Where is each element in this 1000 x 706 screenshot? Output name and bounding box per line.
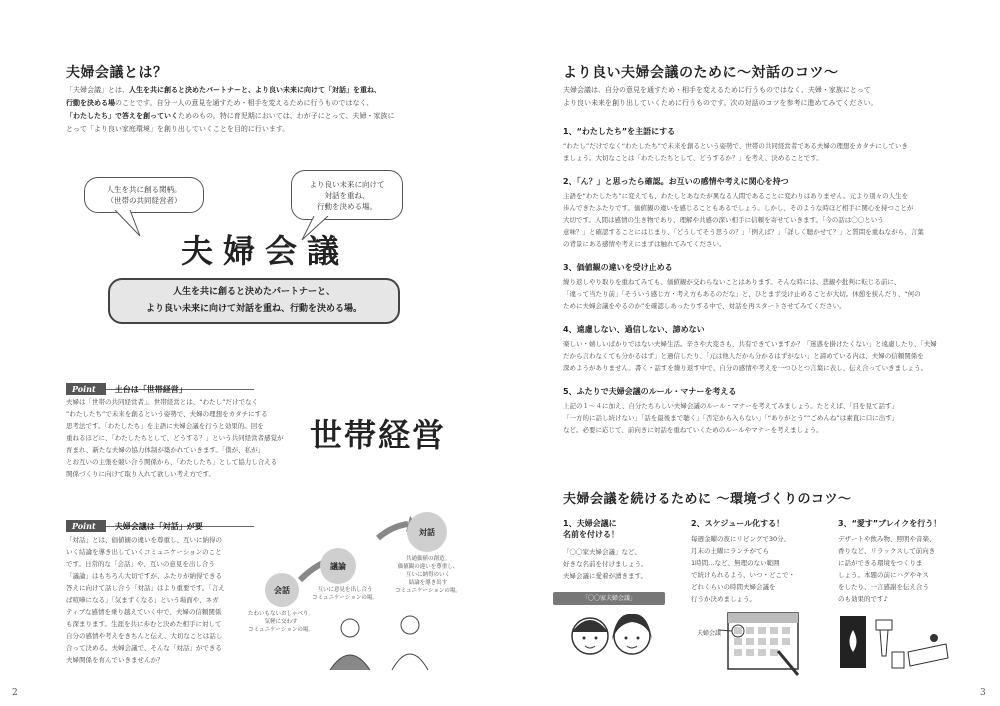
dialogue-tip-body: “わたし”だけでなく“わたしたち”で未来を創るという姿勢で、世帯の共同経営者である夫婦の理想をカタチにしていき ましょう。大切なことは「わたしたちとして、どうするか？」を考え、決めることです。 [563, 142, 908, 162]
dialogue-tips-list [563, 126, 953, 436]
caption-taiwa: 共通価値の創造。 価値観の違いを尊重し、 互いに納得のいく 結論を導き出す コミュニケーションの場。 [395, 556, 461, 594]
dialogue-tip-heading: 5、ふたりで夫婦会議のルール・マナーを考える [563, 387, 737, 396]
page-number-right: 3 [980, 688, 986, 698]
point2-body: 「対話」とは、価値観の違いを尊重し、互いに納得の いく結論を導き出していくコミュニケーションのこと です。日常的な「会話」や、互いの意見を出し合う 「議論」はもちろん大切ですが、ふたりが納得できる 答えに向けて話し合う「対話」はより重要です。「言え ば喧嘩になる」「気まずくなる」という場面や、ネガ ティブな感情を乗り越えていく中で、夫婦の信頼関係 も深まります。生涯を共に歩むと決めた相手に対して 自分の感情や考えをきちんと伝え、大切なことは話し 合って決める。夫婦会議で、そんな「対話」ができる 夫婦関係を育んでいきませんか？ [66, 536, 225, 664]
left-page-title: 夫婦会議とは？ [66, 65, 168, 81]
dialogue-tip-body: 繰り返しやり取りを重ねてみても、価値観が交わらないことはあります。そんな時には、悲観や批判に転じる前に、 「違って当たり前」「そういう感じ方・考え方もあるのだな」と、ひとまず受け止めることが大切。休憩を挟んだり、“何の ために夫婦会議をやるのか”を確認しあったりする中で、対話を再スタートさせてみてください。 [563, 278, 921, 310]
bubble-future-dialogue: より良い未来に向けて 対話を重ね、 行動を決める場。 [291, 170, 403, 220]
bubble1-tail [110, 210, 150, 240]
calendar-illustration [718, 605, 808, 677]
caption-giron: 互いに意見を出し合う コミュニケーションの場。 [312, 587, 378, 601]
bubble-life-partner: 人生を共に創る関柄。 （世帯の共同経営者） [84, 177, 204, 213]
intro-emphasis: 「わたしたち」で答えを創っていく [66, 112, 178, 120]
env-tip3-body: デザートや飲み物、照明や音楽、 香りなど、リラックスして前向き に話ができる環境をつくりま しょう。本題の前にハグやキス をしたり、一言感謝を伝え合う のも効果的です♪ [838, 535, 936, 603]
main-definition-box: 人生を共に創ると決めたパートナーと、 より良い未来に向けて対話を重ね、行動を決める場。 [108, 278, 400, 324]
intro-emphasis: 行動を決める場 [66, 99, 115, 107]
right-page-title: より良い夫婦会議のために～対話のコツ～ [563, 65, 839, 81]
dialogue-tip-heading: 4、遠慮しない、過信しない、諦めない [563, 325, 705, 334]
relax-illustration [836, 608, 956, 676]
left-intro-line [66, 123, 466, 136]
point2-tag: Point [66, 520, 106, 532]
left-intro-line [66, 84, 466, 97]
dialogue-tip-body: 主語を“わたしたち”に変えても、わたしとあなたが異なる人間であることに変わりはありません。元より別々の人生を 歩んできたふたりです。価値観の違いを感じることもあるでしょう。しかし、そのような時ほど相手に関心を持つことが 大切です。人間は感情の生き物であり、理解や共感の深い相手に信頼を寄せていきます。「今の話は〇〇という 意味？」と確認することにはじまり、「どうしてそう思うの？」「例えば？」「詳しく聴かせて？」と質問を重ねながら、言葉 の背景にある感情や考えにまずは触れてみてください。 [563, 192, 924, 248]
env-tip3-heading: 3、“愛す”ブレイクを行う！ [838, 519, 942, 528]
setai-keiei-logo: 世帯経営 [310, 416, 447, 454]
dialogue-tip-heading: 2、「ん？」と思ったら確認。お互いの感情や考えに関心を持つ [563, 177, 789, 186]
point2-header [66, 514, 254, 531]
env-tip2-body: 毎週金曜の夜にリビングで30分、 月末の土曜にランチがてら 1時間…など、無理のない範囲 で続けられるよう、いつ・どこで・ どれくらいの時間夫婦会議を 行うか決めましょう。 [691, 535, 795, 603]
circle-taiwa: 対話 [407, 512, 447, 552]
environment-tips-title: 夫婦会議を続けるために ～環境づくりのコツ～ [563, 492, 852, 507]
calendar-label: 夫婦会議 [697, 630, 722, 637]
env-tip2-heading: 2、スケジュール化する！ [691, 519, 785, 528]
name-banner: 「〇〇家夫婦会議」 [553, 592, 665, 605]
point2-title: 夫婦会議は「対話」が要 [114, 522, 203, 531]
couple-illustration [560, 606, 660, 672]
arrow-2 [378, 524, 408, 538]
dialogue-tip-heading: 3、価値観の違いを受け止める [563, 263, 673, 272]
point1-tag: Point [66, 383, 106, 395]
left-intro [66, 84, 466, 136]
dialogue-tip-heading: 1、“わたしたち”を主語にする [563, 127, 676, 136]
circle-kaiwa: 会話 [265, 573, 299, 607]
intro-text: とって「より良い家庭環境」を創り出していくことを目的に行います。 [66, 125, 290, 133]
env-tip1-heading: 1、夫婦会議に 名前を付ける！ [563, 519, 619, 539]
intro-text: ためのもの。特に育児期においては、わが子にとって、夫婦・家族に [178, 112, 395, 120]
dialogue-tip-body: 楽しい・嬉しいばかりではない夫婦生活。辛さや大変さも、共有できていますか？「迷惑を掛けたくない」と遠慮したり、「夫婦 だから言わなくても分かるはず」と過信したり、「元は他人だから分かるはずがない」と諦めている内は、夫婦の信頼関係を 深めようがありません。書く・話すを繰り返す中で、自分の感情や考えを一つひとつ言葉に表し、伝え合っていきましょう。 [563, 340, 937, 372]
dialogue-tip-body: 上記の１～４に加え、自分たちらしい夫婦会議のルール・マナーを考えてみましょう。たとえば、「目を見て話す」 「一方的に話し続けない」「話を最後まで聴く」「否定から入らない」「“ありがとう”“ごめんね”は素直に口に出す」 など。必要に応じて、前向きに対話を重ねていくためのルールやマナーを考えましょう。 [563, 402, 899, 434]
right-intro: 夫婦会議は、自分の意見を通すため・相手を変えるために行うものではなく、夫婦・家族にとって より良い未来を創り出していくために行うものです。次の対話のコツを参考に進めてみてください。 [563, 86, 878, 107]
intro-emphasis: 人生を共に創ると決めたパートナーと、より良い未来に向けて「対話」を重ね、 [129, 86, 381, 94]
circle-giron: 議論 [320, 548, 356, 584]
intro-text: のことです。自分一人の意見を通すため・相手を変えるために行うものではなく、 [115, 99, 374, 107]
point1-header [66, 377, 254, 394]
left-intro-line [66, 110, 466, 123]
point1-title: 土台は「世帯経営」 [114, 385, 187, 394]
left-intro-line [66, 97, 466, 110]
caption-kaiwa: たわいもないおしゃべり。 気軽に交わす コミュニケーションの場。 [247, 611, 314, 633]
env-tip1-body: 「〇〇家夫婦会議」など、 好きな名前を付けましょう。 夫婦会議に愛着が湧きます。 [563, 548, 648, 580]
main-title-fufukaigi: 夫婦会議 [181, 232, 350, 270]
page-number-left: 2 [12, 688, 18, 698]
point1-body: 夫婦は「世帯の共同経営者」。世帯経営とは、“わたし”だけでなく “わたしたち”で未来を創るという姿勢で、夫婦の理想をカタチにする 思考法です。「わたしたち」を主語に夫婦会議を行うと効果的。回を 重ねるほどに、「わたしたちとして、どうする？」という共同経営者感覚が 育まれ、新たな夫婦の協力体制が築かれていきます。「僕が、私が」 とお互いの主張を競い合う関係から、「わたしたち」として協力し合える 関係づくりに向けて取り入れて欲しい考え方です。 [66, 398, 284, 478]
intro-text: 「夫婦会議」とは、 [66, 86, 129, 94]
